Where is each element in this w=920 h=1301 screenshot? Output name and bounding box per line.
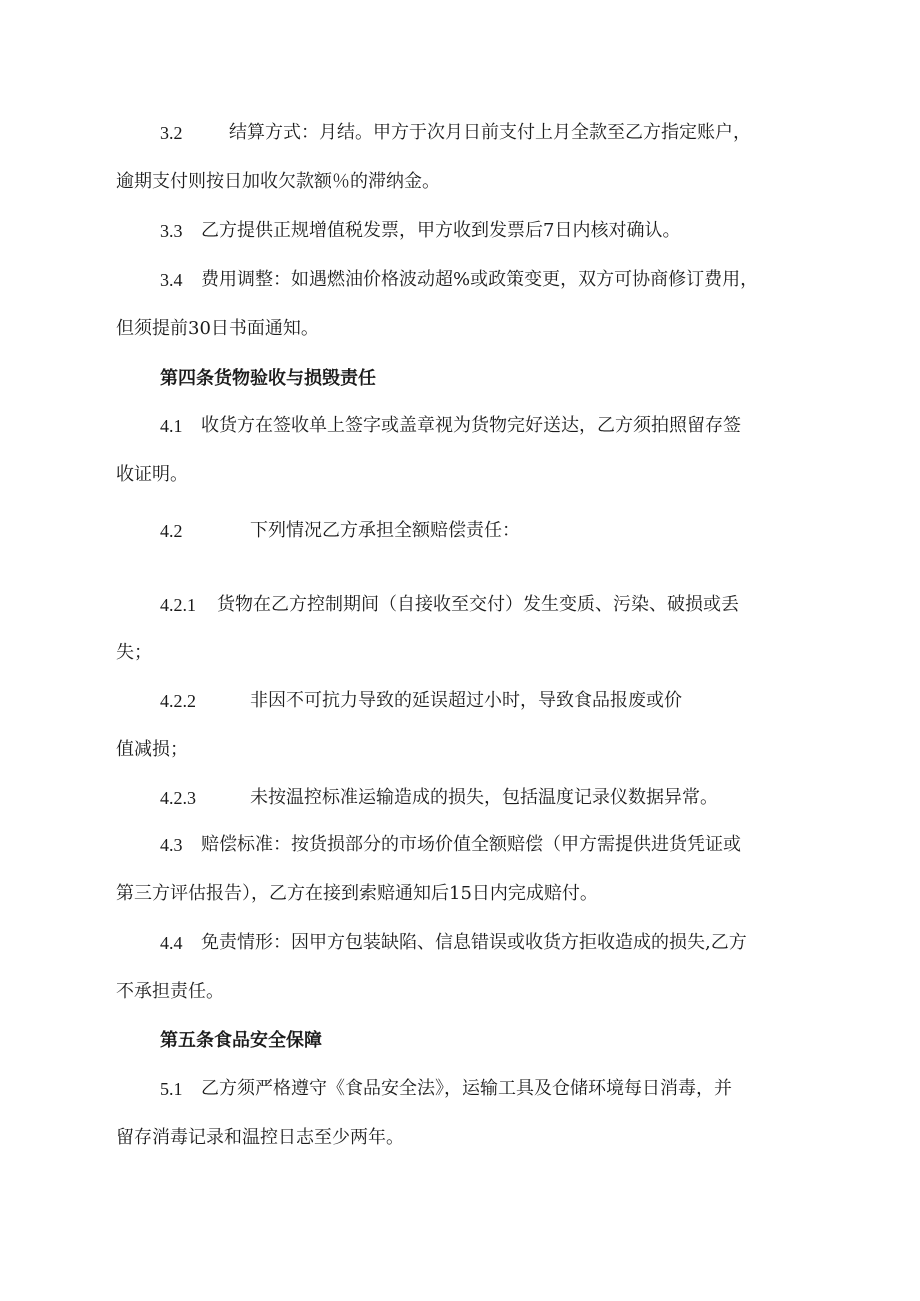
clause-4-4-line-1: 免责情形：因甲方包装缺陷、信息错误或收货方拒收造成的损失,乙方 [201, 932, 747, 953]
clause-4-2-1-line-1: 货物在乙方控制期间（自接收至交付）发生变质、污染、破损或丢 [217, 594, 739, 615]
clause-4-2-3-line-1: 未按温控标准运输造成的损失，包括温度记录仪数据异常。 [250, 787, 718, 808]
section-heading-4: 第四条货物验收与损毁责任 [160, 368, 376, 389]
section-heading-5: 第五条食品安全保障 [160, 1030, 322, 1051]
clause-4-2-2-line-2: 值减损； [116, 739, 188, 760]
clause-number-4-4: 4.4 [160, 933, 183, 953]
clause-4-1-line-2: 收证明。 [116, 464, 188, 485]
clause-number-4-2-2: 4.2.2 [160, 691, 196, 711]
clause-number-3-3: 3.3 [160, 221, 183, 241]
clause-number-5-1: 5.1 [160, 1079, 183, 1099]
clause-3-2-line-2: 逾期支付则按日加收欠款额％的滞纳金。 [116, 171, 440, 192]
clause-number-3-4: 3.4 [160, 270, 183, 290]
clause-number-4-2-3: 4.2.3 [160, 788, 196, 808]
clause-4-1-line-1: 收货方在签收单上签字或盖章视为货物完好送达，乙方须拍照留存签 [201, 415, 741, 436]
clause-number-4-3: 4.3 [160, 835, 183, 855]
clause-4-2-1-line-2: 失； [116, 642, 152, 663]
clause-5-1-line-2: 留存消毒记录和温控日志至少两年。 [116, 1127, 404, 1148]
clause-number-3-2: 3.2 [160, 123, 183, 143]
clause-4-3-line-2: 第三方评估报告），乙方在接到索赔通知后15日内完成赔付。 [116, 883, 598, 904]
clause-3-2-line-1: 结算方式：月结。甲方于次月日前支付上月全款至乙方指定账户， [229, 122, 751, 143]
clause-3-3-line-1: 乙方提供正规增值税发票，甲方收到发票后7日内核对确认。 [201, 220, 681, 241]
clause-number-4-1: 4.1 [160, 416, 183, 436]
clause-4-2-2-line-1: 非因不可抗力导致的延误超过小时，导致食品报废或价 [250, 690, 682, 711]
clause-4-3-line-1: 赔偿标准：按货损部分的市场价值全额赔偿（甲方需提供进货凭证或 [201, 834, 741, 855]
clause-4-2-line-1: 下列情况乙方承担全额赔偿责任： [250, 520, 520, 541]
clause-3-4-line-2: 但须提前30日书面通知。 [116, 318, 319, 339]
clause-5-1-line-1: 乙方须严格遵守《食品安全法》，运输工具及仓储环境每日消毒，并 [201, 1078, 732, 1099]
clause-number-4-2-1: 4.2.1 [160, 595, 196, 615]
clause-4-4-line-2: 不承担责任。 [116, 981, 224, 1002]
clause-3-4-line-1: 费用调整：如遇燃油价格波动超%或政策变更，双方可协商修订费用， [201, 269, 759, 290]
clause-number-4-2: 4.2 [160, 521, 183, 541]
